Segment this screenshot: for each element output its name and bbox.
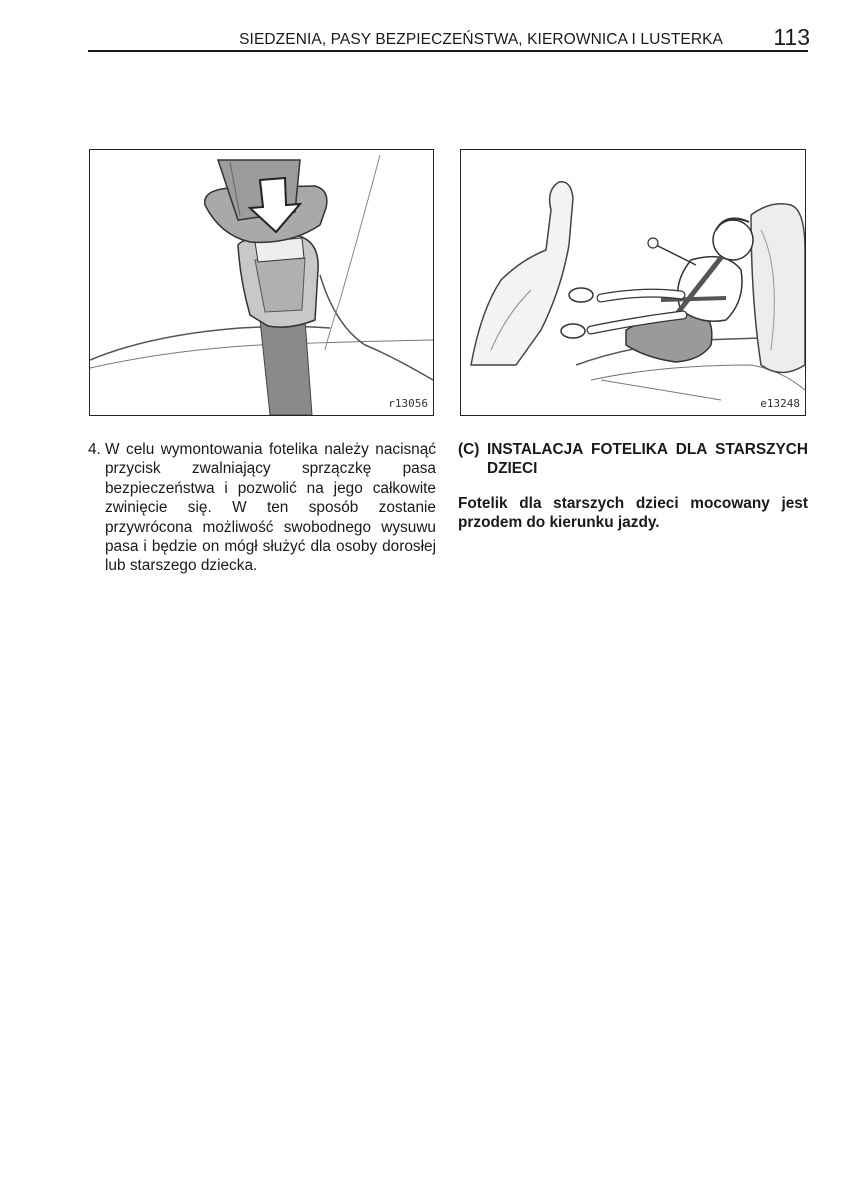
page-number: 113 (773, 24, 810, 50)
section-label: (C) (458, 441, 480, 458)
step-number: 4. (88, 441, 101, 458)
figure-code: e13248 (760, 397, 800, 410)
header-title: SIEDZENIA, PASY BEZPIECZEŃSTWA, KIEROWNICA I LUSTERKA (239, 31, 723, 48)
figure-child-booster-seat (460, 149, 806, 416)
seatbelt-buckle-illustration (90, 150, 433, 415)
figure-code: r13056 (388, 397, 428, 410)
header-rule (88, 50, 808, 52)
section-title: INSTALACJA FOTELIKA DLA STARSZYCH DZIECI (487, 441, 808, 478)
figure-seatbelt-buckle (89, 149, 434, 416)
section-body: Fotelik dla starszych dzieci mocowany jest przodem do kierunku jazdy. (458, 495, 808, 532)
child-booster-seat-illustration (461, 150, 805, 415)
step-text: W celu wymontowania fotelika należy nacisnąć przycisk zwalniający sprzączkę pasa bezpieczeństwa i pozwolić na jego całkowite zwinięcie się. W ten sposób zostanie przywrócona możliwość swobodnego wysuwu pasa i będzie on mógł służyć dla osoby dorosłej lub starszego dziecka. (105, 441, 436, 575)
